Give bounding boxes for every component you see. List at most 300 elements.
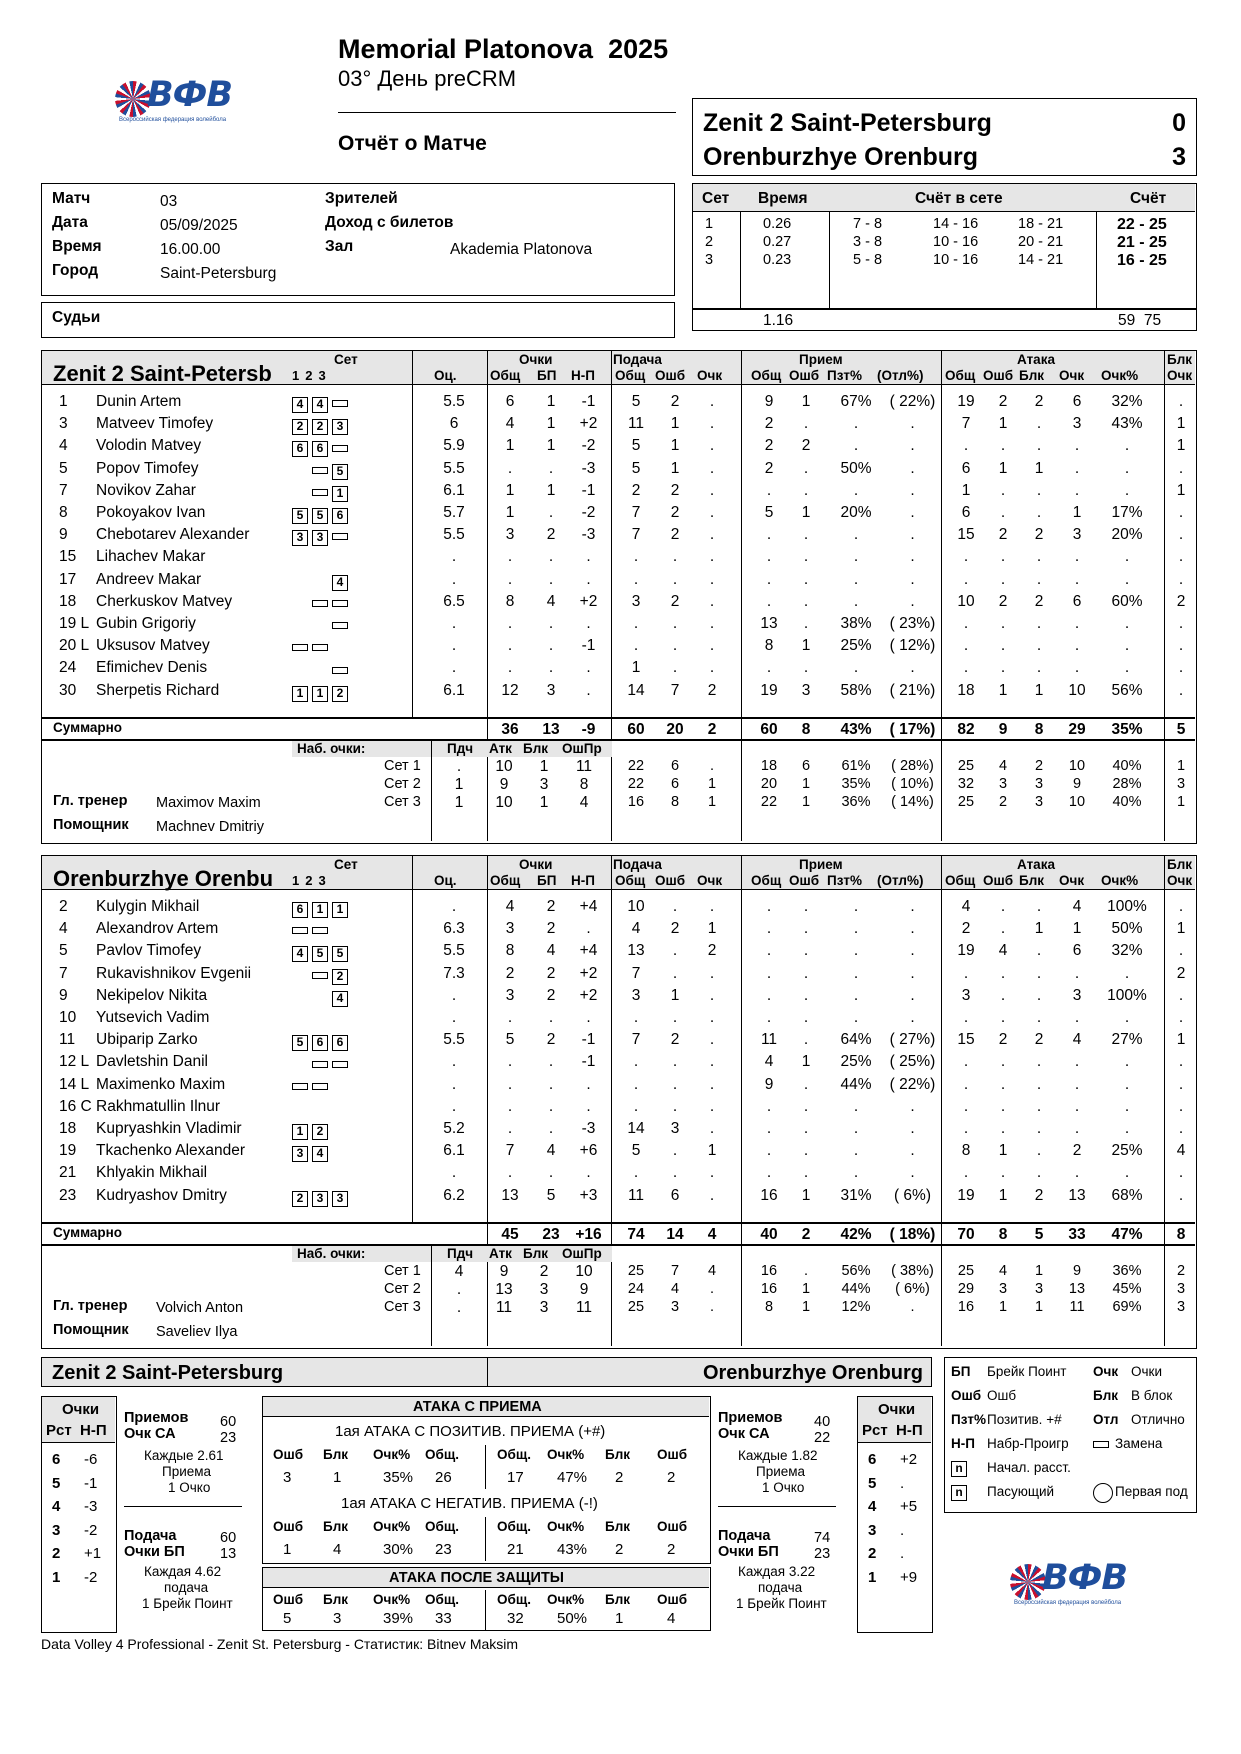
stat-rp: . (853, 986, 859, 1004)
stat-sp: . (709, 898, 715, 915)
np-header: Н-П (571, 368, 595, 383)
stat-re: 1 (801, 1053, 811, 1071)
stat-rx: . (910, 415, 915, 433)
substitution-icon (312, 489, 328, 496)
stat-bp: 2 (546, 1031, 556, 1049)
stat-sp: . (709, 964, 715, 982)
by-set-sp: 1 (707, 776, 717, 792)
player-sets (292, 1078, 332, 1096)
team1-sets-won: 0 (1172, 109, 1186, 137)
stat-np: . (586, 659, 591, 677)
total-label: Суммарно (53, 720, 123, 735)
set-partial-score: 10 - 16 (933, 234, 979, 250)
legend-text: В блок (1131, 1388, 1173, 1403)
stat-pt: 12 (501, 681, 519, 699)
stat-sv: . (633, 570, 639, 588)
by-set-blk: 3 (539, 776, 549, 793)
stat-ap: 4 (1072, 898, 1082, 915)
serve-rate: Каждая 4.62 (144, 1564, 222, 1579)
stat-app: . (1124, 1075, 1130, 1093)
rot-points-label: Очки (878, 1401, 916, 1418)
by-set-app: 28% (1112, 776, 1142, 792)
rot-np-label: Н-П (896, 1422, 923, 1439)
substitution-icon (332, 445, 348, 452)
time-label: Время (52, 238, 102, 255)
atk-err-header: Ошб (983, 873, 1014, 888)
stat-rp: . (853, 592, 859, 610)
reception-header: Прием (799, 857, 843, 872)
stat-rp: . (853, 1164, 859, 1182)
stat-at: 15 (957, 1031, 975, 1049)
col-header: Ошб (273, 1519, 304, 1534)
set-partial-score: 14 - 21 (1018, 252, 1064, 268)
sets-col-partial: Счёт в сете (915, 190, 1003, 207)
stat-ae: 1 (998, 459, 1008, 477)
positive-attack-title: 1ая АТАКА С ПОЗИТИВ. ПРИЕМА (+#) (335, 1423, 606, 1440)
stat-app: 100% (1107, 898, 1147, 915)
stat-se: 3 (670, 1120, 680, 1137)
serve-err-header: Ошб (655, 368, 686, 383)
by-set-ap: 10 (1068, 794, 1086, 810)
bottom-team1-name: Zenit 2 Saint-Petersburg (52, 1362, 284, 1384)
spectators-label: Зрителей (325, 190, 398, 207)
set-rotation-box: 6 (312, 1035, 328, 1051)
stat-bk: . (1178, 615, 1184, 632)
set-rotation-box: 1 (332, 902, 348, 918)
by-set-ap: 9 (1072, 776, 1082, 792)
sets-col-score: Счёт (1130, 190, 1167, 207)
stat-se: 6 (670, 1186, 680, 1204)
col-header: Блк (323, 1447, 349, 1462)
set-partial-score: 10 - 16 (933, 252, 979, 268)
stat-np: +3 (579, 1186, 598, 1204)
by-set-at: 29 (957, 1281, 975, 1297)
rec-err-header: Ошб (789, 368, 820, 383)
stat-sp: . (709, 415, 715, 433)
by-set-sp: 1 (707, 794, 717, 810)
stat-sp: 1 (707, 1142, 717, 1160)
rot-points-label: Очки (62, 1401, 100, 1418)
stat-app: 20% (1111, 526, 1143, 544)
assistant-label: Помощник (53, 817, 129, 833)
coach-label: Гл. тренер (53, 1298, 128, 1314)
set-mark: 1 (292, 873, 300, 888)
stat-bp: 1 (546, 437, 556, 455)
player-sets (292, 1055, 352, 1073)
set-rotation-box: 1 (312, 902, 328, 918)
stat-ae: 1 (998, 1142, 1008, 1160)
set-label: Сет 1 (384, 758, 421, 774)
stat-rt: . (766, 920, 772, 938)
by-set-at: 25 (957, 1263, 975, 1279)
by-set-app: 69% (1112, 1299, 1142, 1315)
col-header: Ошб (657, 1592, 688, 1607)
won-block-header: Блк (523, 741, 549, 756)
stat-app: 27% (1111, 1031, 1143, 1049)
player-name: Pavlov Timofey (96, 942, 202, 960)
player-sets (292, 573, 352, 591)
stat-app: . (1124, 1120, 1130, 1137)
by-set-ap: 9 (1072, 1263, 1082, 1279)
by-set-ap: 13 (1068, 1281, 1086, 1297)
hall-label: Зал (325, 238, 354, 255)
page-subtitle: 03° День preCRM (338, 66, 517, 91)
stat-app: 100% (1107, 986, 1147, 1004)
rotation-number: 6 (868, 1451, 877, 1468)
set-rotation-box: 4 (332, 575, 348, 591)
stat-se: . (672, 548, 678, 566)
time-value: 16.00.00 (160, 241, 221, 258)
by-set-sv: 22 (627, 758, 645, 774)
stat-sv: 14 (627, 681, 645, 699)
player-name: Andreev Makar (96, 570, 202, 588)
by-set-ab: 2 (1034, 758, 1044, 774)
by-set-app: 45% (1112, 1281, 1142, 1297)
player-number: 9 (59, 986, 68, 1004)
stat-np: . (586, 1097, 591, 1115)
stat-ab: 1 (1034, 920, 1044, 938)
stat-sv: . (633, 637, 639, 655)
attack-stat-value: 21 (507, 1541, 524, 1558)
substitution-icon (312, 927, 328, 934)
stat-vote: . (451, 548, 457, 566)
stat-at: . (963, 1164, 969, 1182)
stat-sv: 7 (631, 504, 641, 521)
set-mark: 3 (318, 368, 326, 383)
stat-ab: . (1036, 548, 1042, 566)
rotation-diff: +5 (900, 1498, 918, 1515)
stat-rt: . (766, 1120, 772, 1137)
stat-bp: 4 (546, 592, 556, 610)
stat-rt: . (766, 659, 772, 677)
by-set-se: 6 (670, 758, 680, 774)
by-set-bk: 3 (1176, 776, 1186, 792)
player-number: 5 (59, 942, 68, 960)
player-number: 2 (59, 898, 68, 915)
player-sets (292, 922, 332, 940)
total-bk: 8 (1176, 1226, 1186, 1243)
stat-re: 1 (801, 637, 811, 655)
stat-pt: . (507, 1053, 513, 1071)
stat-ae: 2 (998, 526, 1008, 544)
serve-pts-header: Очк (697, 368, 723, 383)
stat-se: . (672, 1142, 678, 1160)
blk-pts-header: Очк (1167, 368, 1193, 383)
federation-logo (115, 75, 245, 130)
stat-ab: . (1036, 1009, 1042, 1026)
rotation-number: 4 (52, 1498, 61, 1515)
hall-value: Akademia Platonova (450, 241, 593, 258)
stat-bk: 2 (1176, 964, 1186, 982)
stat-at: . (963, 1009, 969, 1026)
rec-pos-header: Пзт% (827, 873, 863, 888)
stat-rp: . (853, 942, 859, 960)
stat-ae: . (1000, 1097, 1006, 1115)
by-set-rp: 44% (841, 1281, 871, 1297)
stat-at: 15 (957, 526, 975, 544)
stat-rx: . (910, 942, 915, 960)
attack-stat-value: 33 (435, 1610, 452, 1627)
won-serve-header: Пдч (447, 1246, 474, 1261)
total-sp: 2 (707, 721, 717, 738)
stat-vote: . (451, 1164, 457, 1182)
set-partial-score: 18 - 21 (1018, 216, 1064, 232)
stat-rp: 58% (840, 681, 872, 699)
by-set-ab: 1 (1034, 1263, 1044, 1279)
stat-np: +2 (579, 592, 598, 610)
total-app: 35% (1111, 721, 1143, 738)
by-set-atk: 13 (495, 1281, 513, 1298)
negative-attack-title: 1ая АТАКА С НЕГАТИВ. ПРИЕМА (-!) (341, 1495, 598, 1512)
player-name: Dunin Artem (96, 393, 182, 410)
serve-total-header: Общ (615, 873, 646, 888)
by-set-re: 1 (801, 794, 811, 810)
stat-sp: 1 (707, 920, 717, 938)
stat-rx: ( 23%) (889, 615, 936, 632)
legend-text: Замена (1115, 1436, 1163, 1451)
date-label: Дата (52, 214, 88, 231)
match-label: Матч (52, 190, 91, 207)
by-set-atk: 11 (495, 1299, 513, 1316)
stat-rp: . (853, 898, 859, 915)
stat-ap: . (1074, 615, 1080, 632)
stat-vote: . (451, 986, 457, 1004)
stat-vote: 6 (449, 415, 459, 433)
attack-reception-box (262, 1396, 711, 1564)
reception-count: 60 (220, 1414, 237, 1430)
atk-ptsp-header: Очк% (1101, 873, 1139, 888)
total-sp: 4 (707, 1226, 717, 1243)
date-value: 05/09/2025 (160, 217, 238, 234)
stat-app: 32% (1111, 393, 1143, 410)
set-partial-score: 3 - 8 (853, 234, 883, 250)
stat-sp: 2 (707, 681, 717, 699)
attack-stat-value: 5 (283, 1610, 292, 1627)
match-score-box (692, 98, 1197, 176)
stat-at: 6 (961, 504, 971, 521)
col-header: Ошб (657, 1447, 688, 1462)
set-label: Сет 3 (384, 1299, 421, 1315)
stat-rp: . (853, 570, 859, 588)
stat-rx: . (910, 1164, 915, 1182)
stat-ap: 3 (1072, 986, 1082, 1004)
stat-sv: . (633, 1075, 639, 1093)
stat-np: . (586, 570, 591, 588)
stat-rt: . (766, 1142, 772, 1160)
player-number: 10 (59, 1009, 77, 1026)
col-header: Блк (605, 1519, 631, 1534)
player-name: Lihachev Makar (96, 548, 206, 566)
stat-ap: . (1074, 1120, 1080, 1137)
stat-rt: . (766, 526, 772, 544)
stat-ab: . (1036, 415, 1042, 433)
set-partial-score: 7 - 8 (853, 216, 883, 232)
stat-rt: 8 (764, 637, 774, 655)
stat-np: . (586, 615, 591, 632)
rotation-number: 2 (52, 1545, 61, 1562)
reception-rate-points: 1 Очко (762, 1480, 805, 1495)
stat-rt: 19 (760, 681, 778, 699)
stat-ab: 2 (1034, 1186, 1044, 1204)
attack-stat-value: 1 (615, 1610, 624, 1627)
team1-title: Zenit 2 Saint-Petersb (53, 361, 272, 386)
player-number: 11 (59, 1031, 76, 1049)
rec-exc-header: (Отл%) (877, 368, 924, 383)
stat-pt: 7 (505, 1142, 515, 1160)
set-mark: 3 (318, 873, 326, 888)
set-mark: 2 (305, 873, 313, 888)
by-set-bk: 3 (1176, 1299, 1186, 1315)
stat-vote: 5.5 (443, 1031, 465, 1049)
by-set-rx: ( 28%) (891, 758, 934, 774)
by-set-svp: 1 (454, 794, 464, 811)
stat-np: +2 (579, 964, 598, 982)
stat-sv: 5 (631, 393, 641, 410)
stat-re: . (803, 592, 809, 610)
set-rotation-box: 5 (312, 508, 328, 524)
stat-rt: 2 (764, 459, 774, 477)
stat-re: . (803, 942, 809, 960)
rotation-number: 5 (868, 1474, 877, 1492)
atk-total-header: Общ (945, 873, 976, 888)
set-rotation-box: 1 (332, 486, 348, 502)
stat-at: 7 (961, 415, 971, 433)
stat-ap: . (1074, 1009, 1080, 1026)
serve-err-header: Ошб (655, 873, 686, 888)
coach-name: Volvich Anton (156, 1300, 244, 1316)
by-set-atk: 9 (499, 1263, 509, 1280)
by-set-se: 6 (670, 776, 680, 792)
set-mark: 2 (305, 368, 313, 383)
stat-re: . (803, 1120, 809, 1137)
stat-vote: 5.2 (443, 1120, 465, 1137)
stat-pt: 13 (501, 1186, 519, 1204)
player-number: 4 (59, 437, 68, 455)
attack-stat-value: 50% (557, 1610, 588, 1627)
col-header: Общ. (497, 1447, 531, 1462)
stat-rx: ( 21%) (889, 681, 936, 699)
starting-position-icon: n (951, 1461, 967, 1477)
stat-bp: 5 (546, 1186, 556, 1204)
stat-np: . (586, 920, 591, 938)
by-set-blk: 1 (539, 758, 549, 775)
player-name: Novikov Zahar (96, 481, 196, 499)
stat-bp: . (548, 1097, 554, 1115)
by-set-rt: 20 (760, 776, 778, 792)
stat-pt: . (507, 548, 513, 566)
stat-app: . (1124, 437, 1130, 455)
legend-text: Брейк Поинт (987, 1364, 1067, 1379)
break-points-count: 23 (814, 1546, 831, 1562)
attack-stat-value: 30% (383, 1541, 414, 1558)
player-name: Pokoyakov Ivan (96, 504, 206, 521)
player-name: Chebotarev Alexander (96, 526, 250, 544)
won-attack-header: Атк (489, 741, 512, 756)
total-score: 59 75 (1118, 312, 1162, 329)
stat-ae: 2 (998, 1031, 1008, 1049)
player-name: Cherkuskov Matvey (96, 592, 233, 610)
by-set-rt: 8 (764, 1299, 774, 1315)
total-label: Суммарно (53, 1225, 123, 1240)
col-header: Блк (323, 1519, 349, 1534)
sets-table (692, 183, 1197, 309)
col-header: Очк% (547, 1519, 585, 1534)
player-number: 9 (59, 526, 68, 544)
legend-box (944, 1357, 1197, 1513)
stat-sp: . (709, 1186, 715, 1204)
rotation-diff: . (900, 1545, 905, 1562)
set-rotation-box: 3 (332, 419, 348, 435)
set-rotation-box: 4 (292, 397, 308, 413)
stat-re: . (803, 920, 809, 938)
by-set-re: 1 (801, 776, 811, 792)
logo-text: ВФВ (1042, 1558, 1128, 1598)
total-sv: 74 (627, 1226, 645, 1243)
rotation-diff: -2 (84, 1521, 98, 1539)
set-rotation-box: 3 (332, 1191, 348, 1207)
points-header: Очки (519, 857, 553, 872)
stat-ae: . (1000, 637, 1006, 655)
bottom-summary (41, 1357, 932, 1387)
logo-text: ВФВ (147, 75, 233, 115)
stat-rt: . (766, 986, 772, 1004)
stat-sp: . (709, 1053, 715, 1071)
setter-icon: n (951, 1485, 967, 1501)
stat-rp: . (853, 526, 859, 544)
stat-np: -1 (581, 1053, 596, 1071)
set-label: Сет 2 (384, 776, 421, 792)
col-header: Очк% (373, 1519, 411, 1534)
stat-rx: . (910, 1097, 915, 1115)
stat-vote: . (451, 1053, 457, 1071)
stat-ap: . (1074, 1097, 1080, 1115)
stat-ae: 2 (998, 592, 1008, 610)
by-set-blk: 3 (539, 1281, 549, 1298)
stat-bk: . (1178, 659, 1184, 677)
player-name: Rakhmatullin Ilnur (96, 1097, 221, 1115)
stat-rp: . (853, 437, 859, 455)
legend-abbr: Отл (1093, 1412, 1119, 1427)
set-rotation-box: 3 (292, 1146, 308, 1162)
player-number: 18 (59, 1120, 77, 1137)
stat-pt: 5 (505, 1031, 515, 1049)
player-name: Kudryashov Dmitry (96, 1186, 227, 1204)
rotation-number: 2 (868, 1545, 877, 1562)
stat-np: -2 (581, 437, 596, 455)
stat-ap: . (1074, 481, 1080, 499)
stat-sv: 3 (631, 986, 641, 1004)
stat-se: 2 (670, 526, 680, 544)
player-sets (292, 639, 332, 657)
player-sets (292, 417, 352, 435)
stat-ab: . (1036, 1120, 1042, 1137)
legend-text: Позитив. +# (987, 1412, 1062, 1427)
stat-rp: . (853, 481, 859, 499)
stat-se: . (672, 1053, 678, 1071)
stat-sv: . (633, 548, 639, 566)
by-set-svp: . (456, 1299, 462, 1316)
set-score: 22 - 25 (1117, 216, 1167, 233)
stat-app: . (1124, 1009, 1130, 1026)
total-rp: 42% (840, 1226, 872, 1243)
attack-reception-title: АТАКА С ПРИЕМА (413, 1399, 542, 1415)
stat-rp: 38% (840, 615, 872, 632)
stat-sv: 5 (631, 437, 641, 455)
stat-vote: 6.1 (443, 481, 465, 499)
stat-ab: 1 (1034, 459, 1044, 477)
break-points-label: Очки БП (718, 1544, 779, 1560)
stat-app: . (1124, 481, 1130, 499)
